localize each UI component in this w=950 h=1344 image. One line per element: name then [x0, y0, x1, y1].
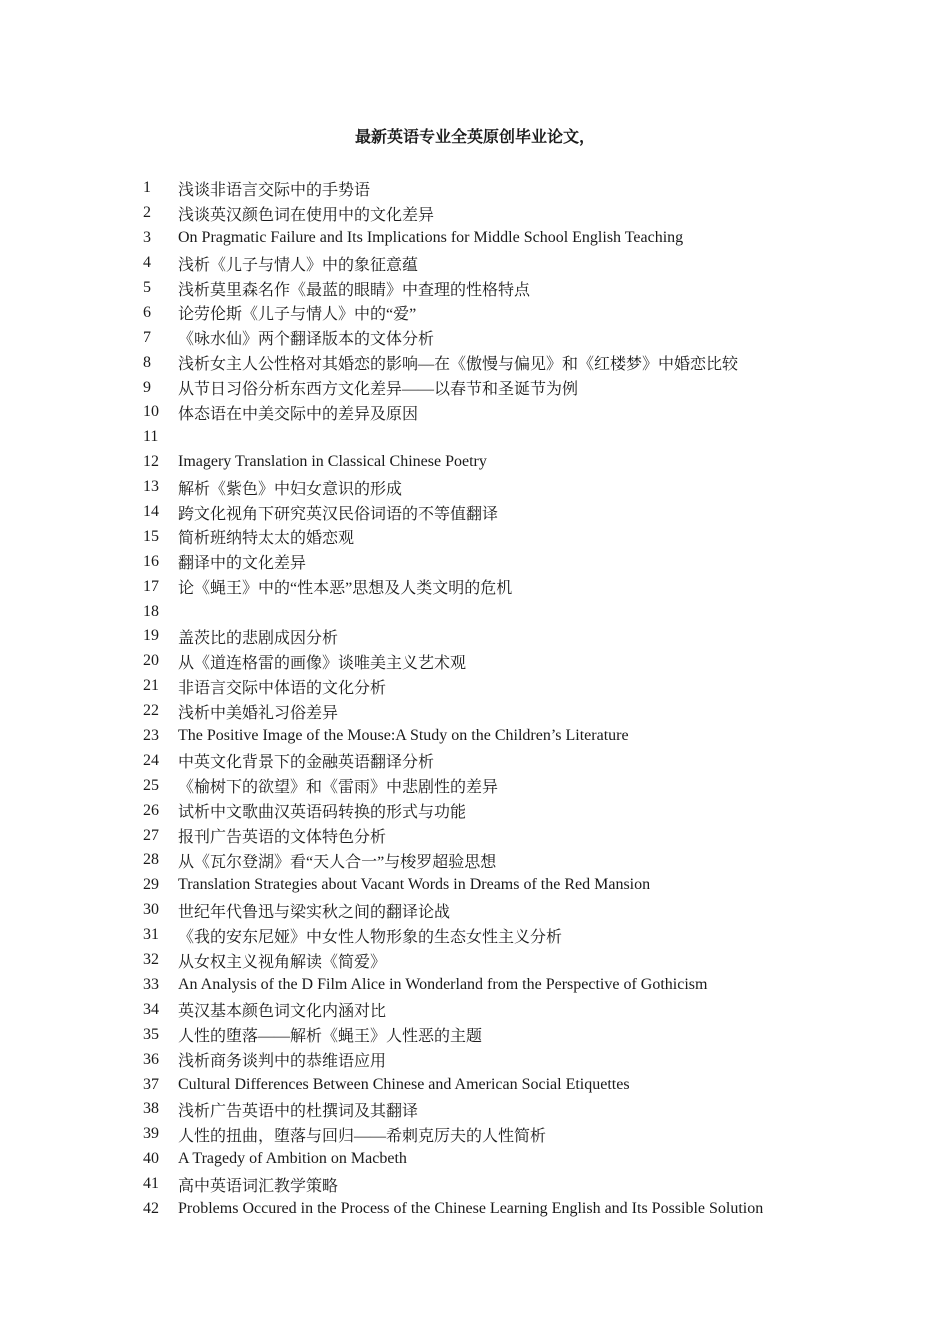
item-number: 1 — [143, 179, 151, 197]
thesis-item — [143, 748, 923, 773]
item-title: 从《瓦尔登湖》看“天人合一”与梭罗超验思想 — [178, 853, 497, 871]
item-title: 浅析中美婚礼习俗差异 — [178, 704, 339, 722]
document-title: 最新英语专业全英原创毕业论文， — [354, 129, 595, 146]
item-number: 8 — [143, 353, 151, 371]
item-title: Cultural Differences Between Chinese and American Social Etiquettes — [178, 1075, 630, 1093]
item-number: 4 — [143, 254, 151, 272]
item-title: 高中英语词汇教学策略 — [178, 1177, 339, 1195]
item-number: 34 — [143, 1000, 159, 1018]
item-title: 浅析广告英语中的杜撰词及其翻译 — [178, 1102, 419, 1120]
item-number: 16 — [143, 552, 159, 570]
thesis-item — [143, 325, 923, 350]
item-title: 体态语在中美交际中的差异及原因 — [178, 405, 419, 423]
item-title: 从女权主义视角解读《简爱》 — [178, 953, 387, 971]
item-number: 40 — [143, 1150, 159, 1168]
thesis-item — [143, 500, 923, 525]
thesis-item — [143, 674, 923, 699]
thesis-item — [143, 574, 923, 599]
thesis-item — [143, 276, 923, 301]
item-number: 27 — [143, 826, 159, 844]
item-number: 26 — [143, 801, 159, 819]
item-title: 浅谈英汉颜色词在使用中的文化差异 — [178, 206, 435, 224]
thesis-item — [143, 848, 923, 873]
thesis-item — [143, 798, 923, 823]
item-title: 浅析商务谈判中的恭维语应用 — [178, 1053, 387, 1071]
item-title: 从节日习俗分析东西方文化差异——以春节和圣诞节为例 — [178, 381, 579, 399]
thesis-item — [143, 1147, 923, 1172]
item-number: 7 — [143, 328, 151, 346]
thesis-item — [143, 475, 923, 500]
item-number: 21 — [143, 677, 159, 695]
item-number: 15 — [143, 527, 159, 545]
item-number: 33 — [143, 975, 159, 993]
item-number: 28 — [143, 851, 159, 869]
item-number: 17 — [143, 577, 159, 595]
thesis-item — [143, 973, 923, 998]
item-number: 20 — [143, 652, 159, 670]
thesis-item — [143, 201, 923, 226]
item-number: 19 — [143, 627, 159, 645]
thesis-item — [143, 350, 923, 375]
thesis-item — [143, 649, 923, 674]
item-number: 9 — [143, 378, 151, 396]
item-title: A Tragedy of Ambition on Macbeth — [178, 1150, 407, 1168]
item-title: 盖茨比的悲剧成因分析 — [178, 629, 339, 647]
item-title: 英汉基本颜色词文化内涵对比 — [178, 1003, 387, 1021]
thesis-item — [143, 1047, 923, 1072]
item-number: 18 — [143, 602, 159, 620]
thesis-item — [143, 599, 923, 624]
thesis-item — [143, 1072, 923, 1097]
item-number: 24 — [143, 751, 159, 769]
item-number: 29 — [143, 876, 159, 894]
item-number: 36 — [143, 1050, 159, 1068]
thesis-item — [143, 997, 923, 1022]
item-number: 11 — [143, 428, 159, 446]
item-title: 《我的安东尼娅》中女性人物形象的生态女性主义分析 — [178, 928, 563, 946]
item-number: 14 — [143, 503, 159, 521]
item-title: 简析班纳特太太的婚恋观 — [178, 530, 355, 548]
item-number: 39 — [143, 1125, 159, 1143]
thesis-item — [143, 948, 923, 973]
thesis-item — [143, 1197, 923, 1222]
item-title: An Analysis of the D Film Alice in Wonderland from the Perspective of Gothicism — [178, 975, 708, 993]
item-title: 论《蝇王》中的“性本恶”思想及人类文明的危机 — [178, 580, 513, 598]
item-title: Imagery Translation in Classical Chinese Poetry — [178, 453, 487, 471]
item-title: 人性的扭曲，堕落与回归——希刺克厉夫的人性简析 — [178, 1127, 547, 1145]
thesis-list — [143, 176, 923, 1221]
item-title: 人性的堕落——解析《蝇王》人性恶的主题 — [178, 1028, 483, 1046]
thesis-item — [143, 375, 923, 400]
thesis-item — [143, 549, 923, 574]
item-number: 2 — [143, 204, 151, 222]
item-title: On Pragmatic Failure and Its Implications for Middle School English Teaching — [178, 229, 684, 247]
item-number: 32 — [143, 951, 159, 969]
item-title: The Positive Image of the Mouse:A Study on the Children’s Literature — [178, 727, 629, 745]
item-title: 跨文化视角下研究英汉民俗词语的不等值翻译 — [178, 505, 499, 523]
thesis-item — [143, 923, 923, 948]
thesis-item — [143, 176, 923, 201]
item-number: 31 — [143, 926, 159, 944]
item-number: 35 — [143, 1025, 159, 1043]
item-title: Translation Strategies about Vacant Words in Dreams of the Red Mansion — [178, 876, 651, 894]
item-number: 13 — [143, 478, 159, 496]
thesis-item — [143, 898, 923, 923]
thesis-item — [143, 226, 923, 251]
item-title: Problems Occured in the Process of the Chinese Learning English and Its Possible Solution — [178, 1199, 764, 1217]
item-number: 22 — [143, 702, 159, 720]
item-number: 23 — [143, 727, 159, 745]
item-title: 报刊广告英语的文体特色分析 — [178, 829, 387, 847]
item-title: 浅析《儿子与情人》中的象征意蕴 — [178, 256, 419, 274]
item-title: 浅析女主人公性格对其婚恋的影响—在《傲慢与偏见》和《红楼梦》中婚恋比较 — [178, 356, 739, 374]
thesis-item — [143, 524, 923, 549]
thesis-item — [143, 823, 923, 848]
item-title: 世纪年代鲁迅与梁实秋之间的翻译论战 — [178, 903, 451, 921]
thesis-item — [143, 773, 923, 798]
item-title: 解析《紫色》中妇女意识的形成 — [178, 480, 403, 498]
item-number: 41 — [143, 1175, 159, 1193]
thesis-item — [143, 1022, 923, 1047]
item-title: 非语言交际中体语的文化分析 — [178, 679, 387, 697]
item-title: 《榆树下的欲望》和《雷雨》中悲剧性的差异 — [178, 779, 499, 797]
item-title: 中英文化背景下的金融英语翻译分析 — [178, 754, 435, 772]
thesis-item — [143, 724, 923, 749]
item-number: 12 — [143, 453, 159, 471]
item-title: 论劳伦斯《儿子与情人》中的“爱” — [178, 306, 417, 324]
thesis-item — [143, 300, 923, 325]
thesis-item — [143, 1122, 923, 1147]
item-title: 浅谈非语言交际中的手势语 — [178, 181, 371, 199]
thesis-item — [143, 699, 923, 724]
thesis-item — [143, 425, 923, 450]
item-title: 浅析莫里森名作《最蓝的眼睛》中查理的性格特点 — [178, 281, 531, 299]
item-number: 38 — [143, 1100, 159, 1118]
thesis-item — [143, 450, 923, 475]
item-number: 37 — [143, 1075, 159, 1093]
item-title: 从《道连格雷的画像》谈唯美主义艺术观 — [178, 654, 467, 672]
item-title: 试析中文歌曲汉英语码转换的形式与功能 — [178, 804, 467, 822]
thesis-item — [143, 1172, 923, 1197]
item-number: 25 — [143, 776, 159, 794]
thesis-item — [143, 873, 923, 898]
thesis-item — [143, 624, 923, 649]
item-number: 42 — [143, 1199, 159, 1217]
thesis-item — [143, 400, 923, 425]
item-number: 10 — [143, 403, 159, 421]
item-title: 翻译中的文化差异 — [178, 555, 307, 573]
item-number: 5 — [143, 279, 151, 296]
item-number: 3 — [143, 229, 151, 247]
thesis-item — [143, 251, 923, 276]
thesis-item — [143, 1097, 923, 1122]
item-number: 6 — [143, 303, 151, 321]
item-title: 《咏水仙》两个翻译版本的文体分析 — [178, 331, 435, 349]
item-number: 30 — [143, 901, 159, 919]
